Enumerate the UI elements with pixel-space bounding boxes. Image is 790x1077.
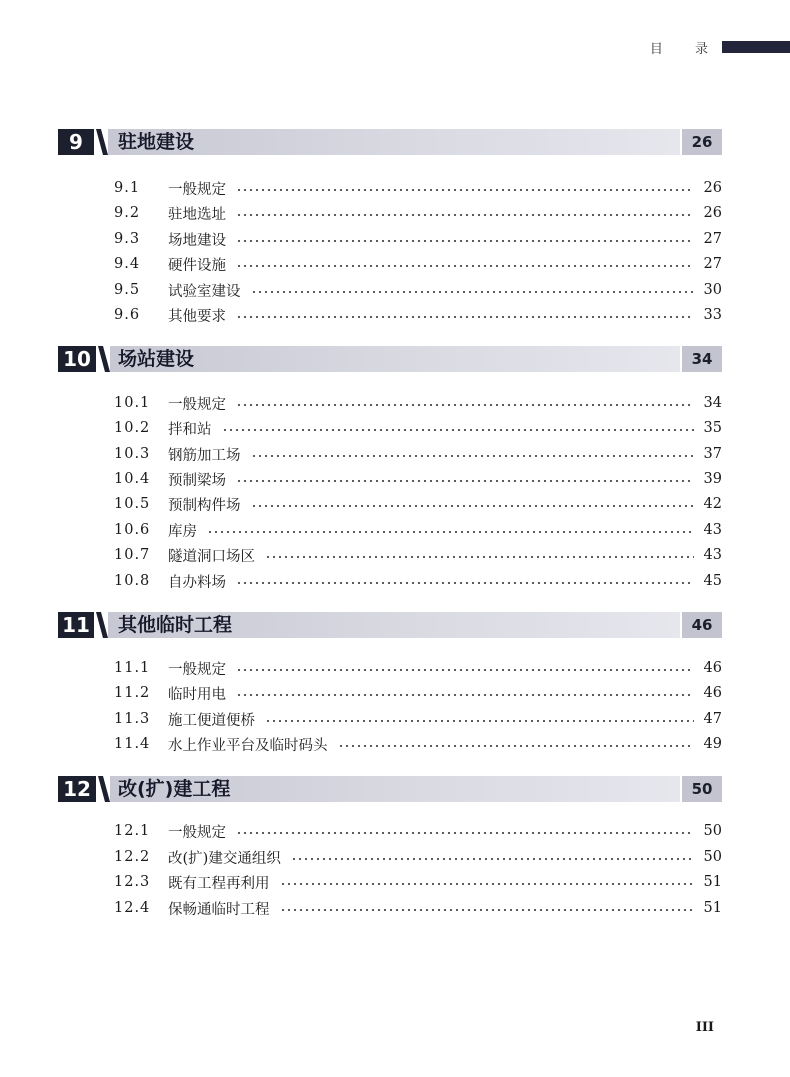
- toc-entry[interactable]: [114, 177, 722, 199]
- chapter-slash-icon: [94, 612, 108, 638]
- entry-title: 驻地选址: [168, 206, 226, 223]
- toc-entry[interactable]: [114, 279, 722, 301]
- chapter-slash-icon: [96, 776, 110, 802]
- entry-number: 10.2: [114, 420, 151, 436]
- entry-page: 30: [703, 282, 722, 298]
- entry-page: 27: [703, 231, 722, 247]
- entry-page: 42: [703, 496, 722, 512]
- chapter-title: 改(扩)建工程: [118, 778, 231, 800]
- entry-number: 10.5: [114, 496, 151, 512]
- chapter-heading-11[interactable]: [58, 612, 722, 638]
- header-title: 目 录: [649, 41, 722, 57]
- dot-leader: [265, 556, 694, 558]
- dot-leader: [236, 404, 694, 406]
- entry-page: 49: [703, 736, 722, 752]
- dot-leader: [236, 669, 694, 671]
- chapter-page: 26: [682, 129, 722, 155]
- toc-entry[interactable]: [114, 708, 722, 730]
- toc-entry[interactable]: [114, 519, 722, 541]
- entry-number: 10.6: [114, 522, 151, 538]
- dot-leader: [236, 316, 694, 318]
- entry-title: 一般规定: [168, 661, 226, 678]
- page-header: [650, 38, 790, 56]
- chapter-page: 34: [682, 346, 722, 372]
- entry-number: 9.5: [114, 282, 141, 298]
- entry-page: 37: [703, 446, 722, 462]
- chapter-heading-10[interactable]: [58, 346, 722, 372]
- entry-number: 9.6: [114, 307, 141, 323]
- entry-page: 51: [703, 874, 722, 890]
- dot-leader: [251, 455, 695, 457]
- entry-title: 硬件设施: [168, 257, 226, 274]
- chapter-slash-icon: [96, 346, 110, 372]
- chapter-title: 驻地建设: [118, 131, 195, 153]
- entry-title: 自办料场: [168, 574, 226, 591]
- entry-page: 46: [703, 660, 722, 676]
- chapter-heading-9[interactable]: [58, 129, 722, 155]
- entry-page: 39: [703, 471, 722, 487]
- entry-page: 26: [703, 180, 722, 196]
- toc-entry[interactable]: [114, 443, 722, 465]
- entry-number: 10.7: [114, 547, 151, 563]
- dot-leader: [280, 909, 695, 911]
- entry-number: 10.4: [114, 471, 151, 487]
- toc-entry[interactable]: [114, 202, 722, 224]
- entry-title: 一般规定: [168, 396, 226, 413]
- entry-page: 34: [703, 395, 722, 411]
- toc-entry[interactable]: [114, 253, 722, 275]
- entry-number: 9.3: [114, 231, 141, 247]
- entry-page: 50: [703, 849, 722, 865]
- dot-leader: [236, 582, 694, 584]
- entry-title: 场地建设: [168, 232, 226, 249]
- entry-page: 43: [703, 522, 722, 538]
- entry-page: 35: [703, 420, 722, 436]
- entry-title: 预制构件场: [168, 497, 241, 514]
- dot-leader: [338, 745, 695, 747]
- entry-number: 12.2: [114, 849, 151, 865]
- entry-title: 既有工程再利用: [168, 875, 270, 892]
- entry-title: 改(扩)建交通组织: [168, 850, 281, 867]
- toc-entry[interactable]: [114, 493, 722, 515]
- toc-entry[interactable]: [114, 468, 722, 490]
- entry-page: 46: [703, 685, 722, 701]
- entry-page: 43: [703, 547, 722, 563]
- toc-entry[interactable]: [114, 228, 722, 250]
- entry-title: 预制梁场: [168, 472, 226, 489]
- dot-leader: [236, 265, 694, 267]
- entry-page: 33: [703, 307, 722, 323]
- toc-entry[interactable]: [114, 897, 722, 919]
- entry-title: 钢筋加工场: [168, 447, 241, 464]
- entry-title: 一般规定: [168, 824, 226, 841]
- chapter-page: 46: [682, 612, 722, 638]
- chapter-page: 50: [682, 776, 722, 802]
- dot-leader: [280, 883, 695, 885]
- entry-number: 11.1: [114, 660, 151, 676]
- entry-title: 试验室建设: [168, 283, 241, 300]
- toc-entry[interactable]: [114, 392, 722, 414]
- chapter-slash-icon: [94, 129, 108, 155]
- toc-entry[interactable]: [114, 544, 722, 566]
- entry-number: 9.1: [114, 180, 141, 196]
- entry-page: 45: [703, 573, 722, 589]
- entry-title: 其他要求: [168, 308, 226, 325]
- dot-leader: [251, 505, 695, 507]
- chapter-number: 10: [58, 346, 96, 372]
- entry-title: 库房: [168, 523, 197, 540]
- toc-entry[interactable]: [114, 846, 722, 868]
- header-decor-bar: [722, 41, 790, 53]
- dot-leader: [236, 240, 694, 242]
- entry-page: 50: [703, 823, 722, 839]
- entry-title: 保畅通临时工程: [168, 901, 270, 918]
- toc-entry[interactable]: [114, 417, 722, 439]
- page-number: III: [695, 1020, 714, 1035]
- entry-page: 27: [703, 256, 722, 272]
- toc-entry[interactable]: [114, 871, 722, 893]
- dot-leader: [236, 189, 694, 191]
- chapter-heading-12[interactable]: [58, 776, 722, 802]
- chapter-title: 其他临时工程: [118, 614, 233, 636]
- entry-number: 9.4: [114, 256, 141, 272]
- dot-leader: [222, 429, 695, 431]
- toc-entry[interactable]: [114, 304, 722, 326]
- entry-number: 12.1: [114, 823, 151, 839]
- toc-entry[interactable]: [114, 820, 722, 842]
- entry-number: 10.3: [114, 446, 151, 462]
- dot-leader: [265, 720, 694, 722]
- entry-number: 10.1: [114, 395, 151, 411]
- dot-leader: [236, 480, 694, 482]
- entry-title: 施工便道便桥: [168, 712, 255, 729]
- dot-leader: [251, 291, 695, 293]
- entry-page: 51: [703, 900, 722, 916]
- chapter-number: 9: [58, 129, 94, 155]
- entry-title: 一般规定: [168, 181, 226, 198]
- dot-leader: [207, 531, 694, 533]
- entry-number: 12.4: [114, 900, 151, 916]
- entry-number: 10.8: [114, 573, 151, 589]
- entry-number: 11.3: [114, 711, 151, 727]
- toc-entry[interactable]: [114, 570, 722, 592]
- toc-entry[interactable]: [114, 682, 722, 704]
- entry-number: 11.2: [114, 685, 151, 701]
- entry-number: 9.2: [114, 205, 141, 221]
- entry-number: 11.4: [114, 736, 151, 752]
- entry-number: 12.3: [114, 874, 151, 890]
- dot-leader: [236, 214, 694, 216]
- entry-title: 临时用电: [168, 686, 226, 703]
- entry-title: 水上作业平台及临时码头: [168, 737, 328, 754]
- entry-title: 隧道洞口场区: [168, 548, 255, 565]
- toc-entry[interactable]: [114, 657, 722, 679]
- entry-page: 26: [703, 205, 722, 221]
- chapter-title: 场站建设: [118, 348, 195, 370]
- dot-leader: [236, 832, 694, 834]
- entry-title: 拌和站: [168, 421, 212, 438]
- chapter-band: [110, 346, 680, 372]
- dot-leader: [291, 858, 694, 860]
- dot-leader: [236, 694, 694, 696]
- chapter-number: 12: [58, 776, 96, 802]
- toc-entry[interactable]: [114, 733, 722, 755]
- entry-page: 47: [703, 711, 722, 727]
- chapter-number: 11: [58, 612, 94, 638]
